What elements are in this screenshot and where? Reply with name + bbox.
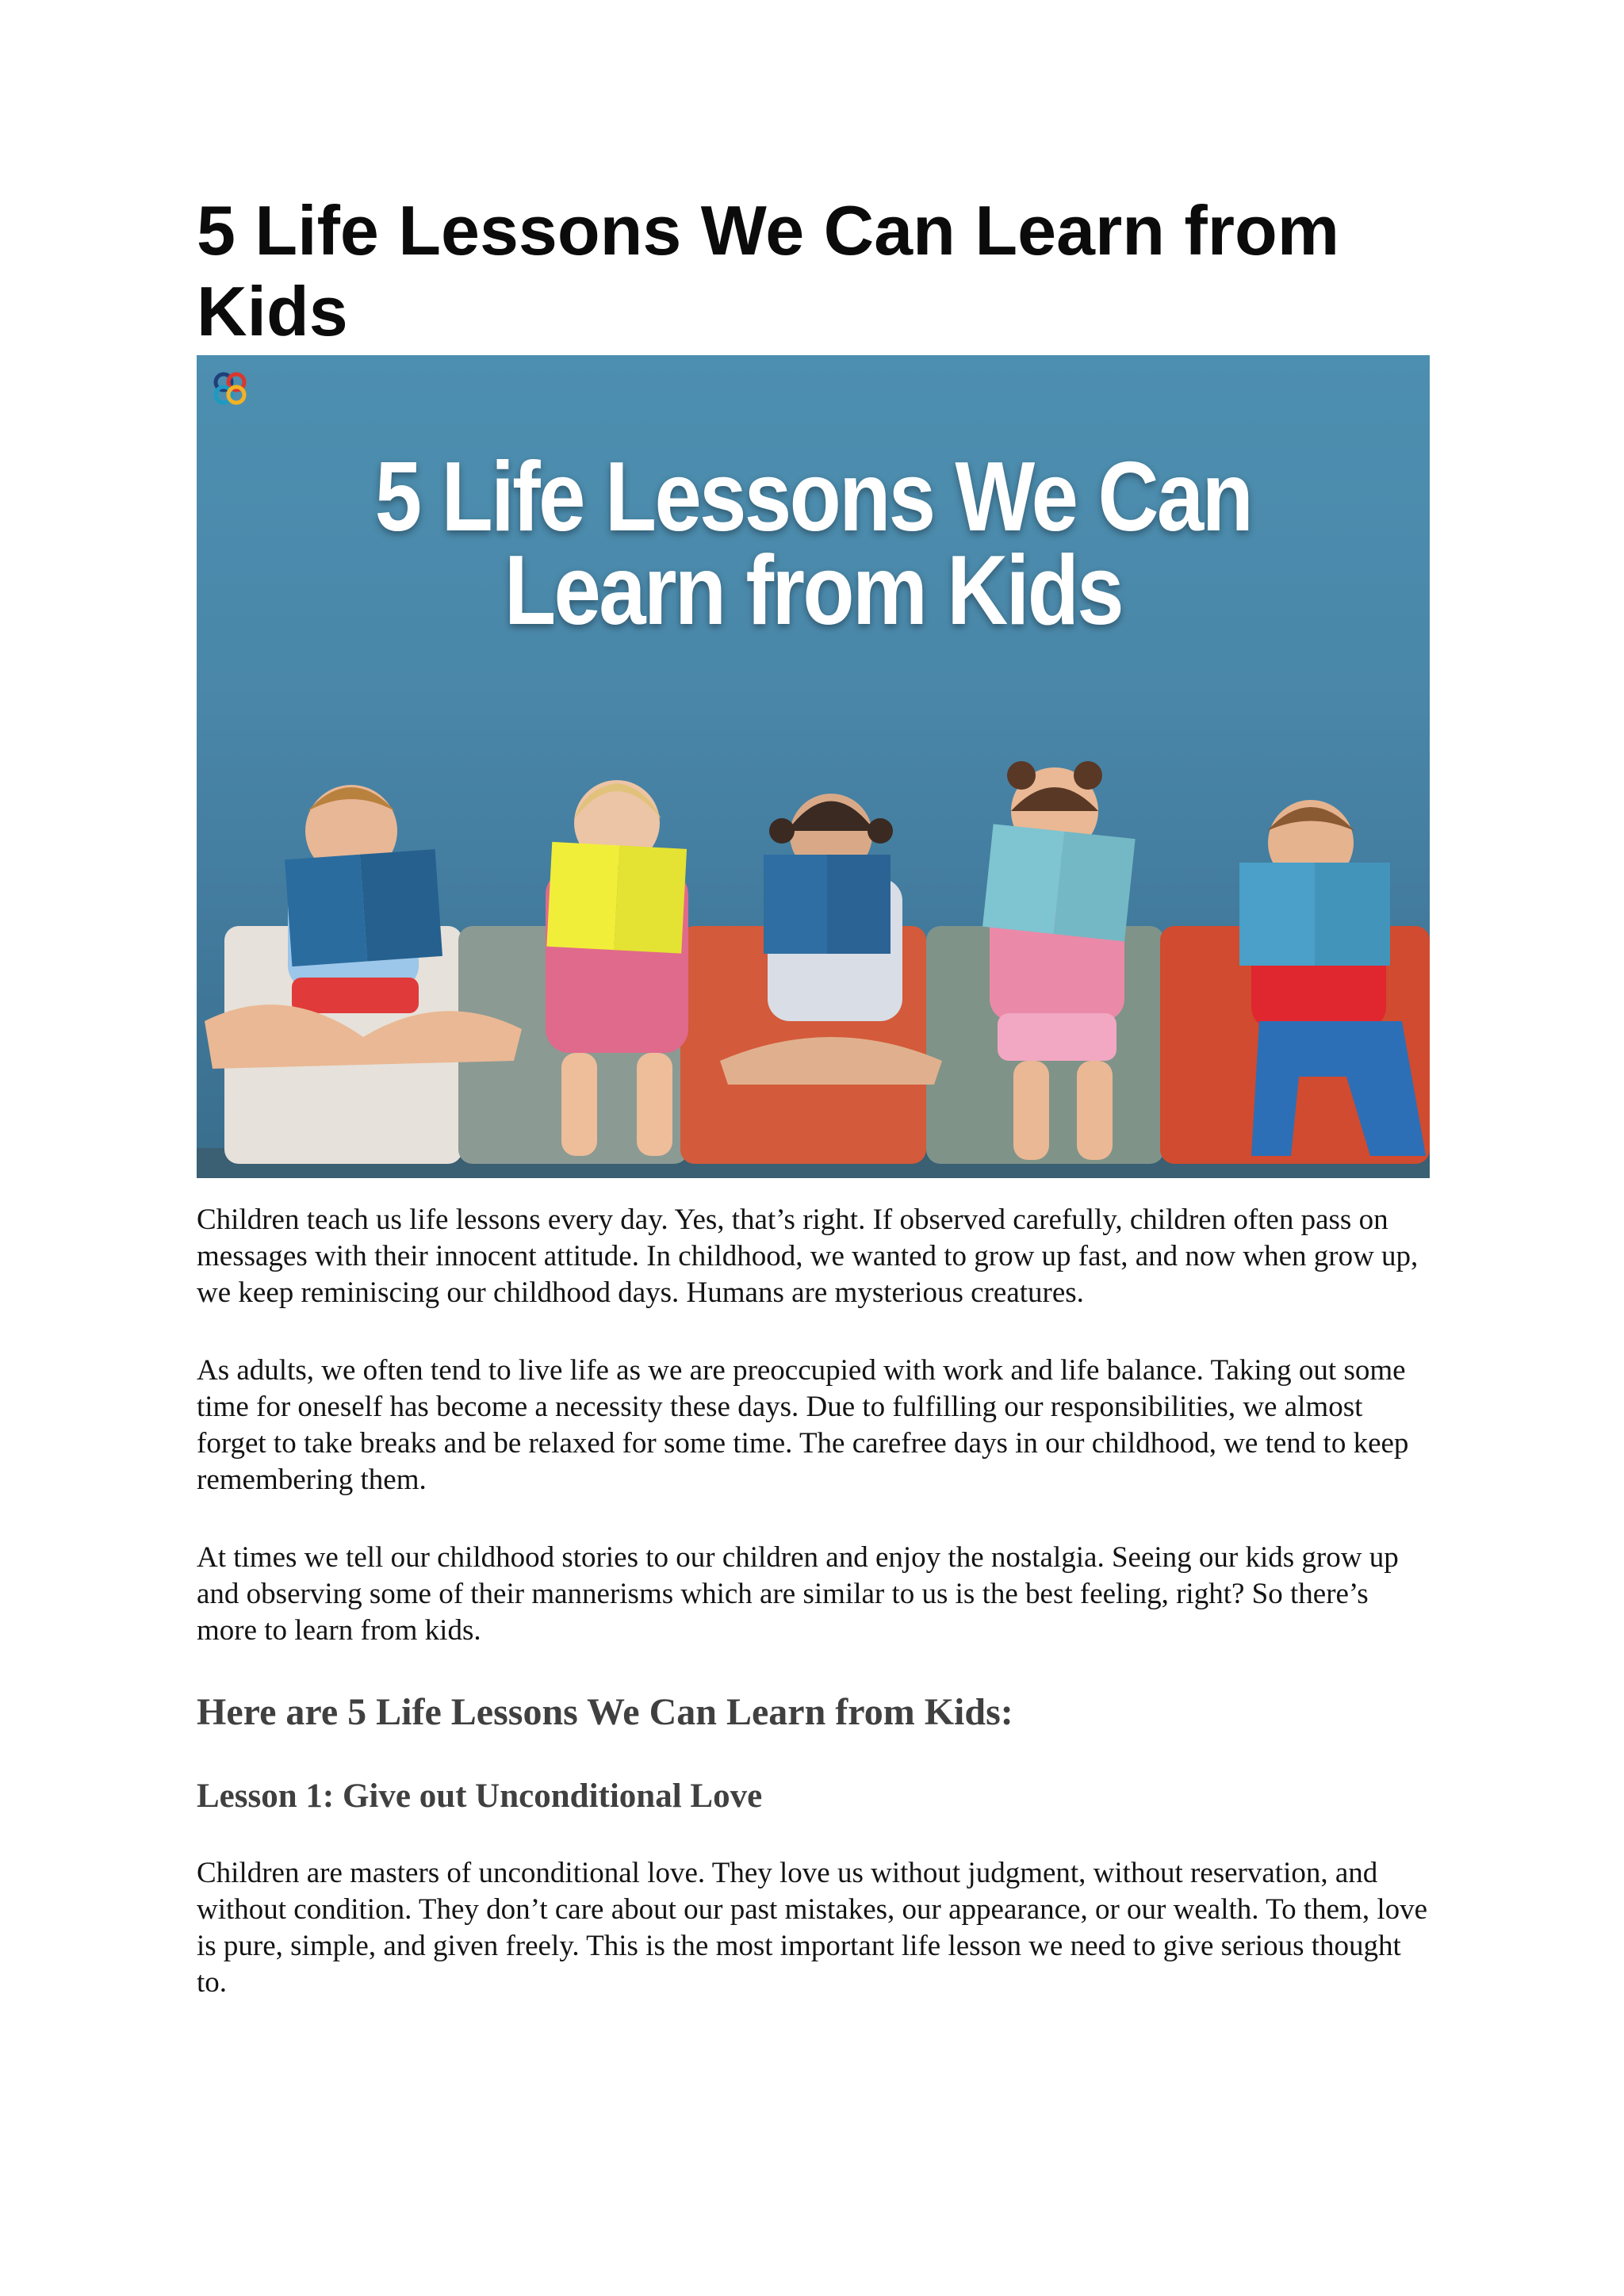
brand-logo-icon [209, 368, 251, 409]
article-body [197, 1202, 1430, 2001]
paragraph-intro: Children teach us life lessons every day. Yes, that’s right. If observed carefully, children often pass on messages with their innocent attitude. In childhood, we wanted to grow up fast, and now when grow up, we keep reminiscing our childhood days. Humans are mysterious creatures. [197, 1203, 1419, 1309]
paragraph-nostalgia: At times we tell our childhood stories to our children and enjoy the nostalgia. Seeing our kids grow up and observing some of their mannerisms which are similar to us is the best feeling, right? So there’s more to learn from kids. [197, 1541, 1399, 1647]
page-title: 5 Life Lessons We Can Learn from Kids [197, 191, 1339, 350]
paragraph-adults: As adults, we often tend to live life as we are preoccupied with work and life balance. Taking out some time for oneself has become a necessity these days. Due to fulfilling our responsibilities, we almost forget to take breaks and be relaxed for some time. The carefree days in our childhood, we tend to keep remembering them. [197, 1354, 1409, 1496]
hero-overlay-title: 5 Life Lessons We Can Learn from Kids [374, 442, 1252, 645]
lesson-1-heading: Lesson 1: Give out Unconditional Love [197, 1777, 763, 1815]
section-heading: Here are 5 Life Lessons We Can Learn from Kids: [197, 1691, 1013, 1733]
article [197, 190, 1430, 2042]
hero-image [197, 355, 1430, 1178]
lesson-1-body: Children are masters of unconditional love. They love us without judgment, without reservation, and without condition. They don’t care about our past mistakes, our appearance, or our wealth. To them, love is pure, simple, and given freely. This is the most important life lesson we need to give serious thought to. [197, 1857, 1428, 1999]
